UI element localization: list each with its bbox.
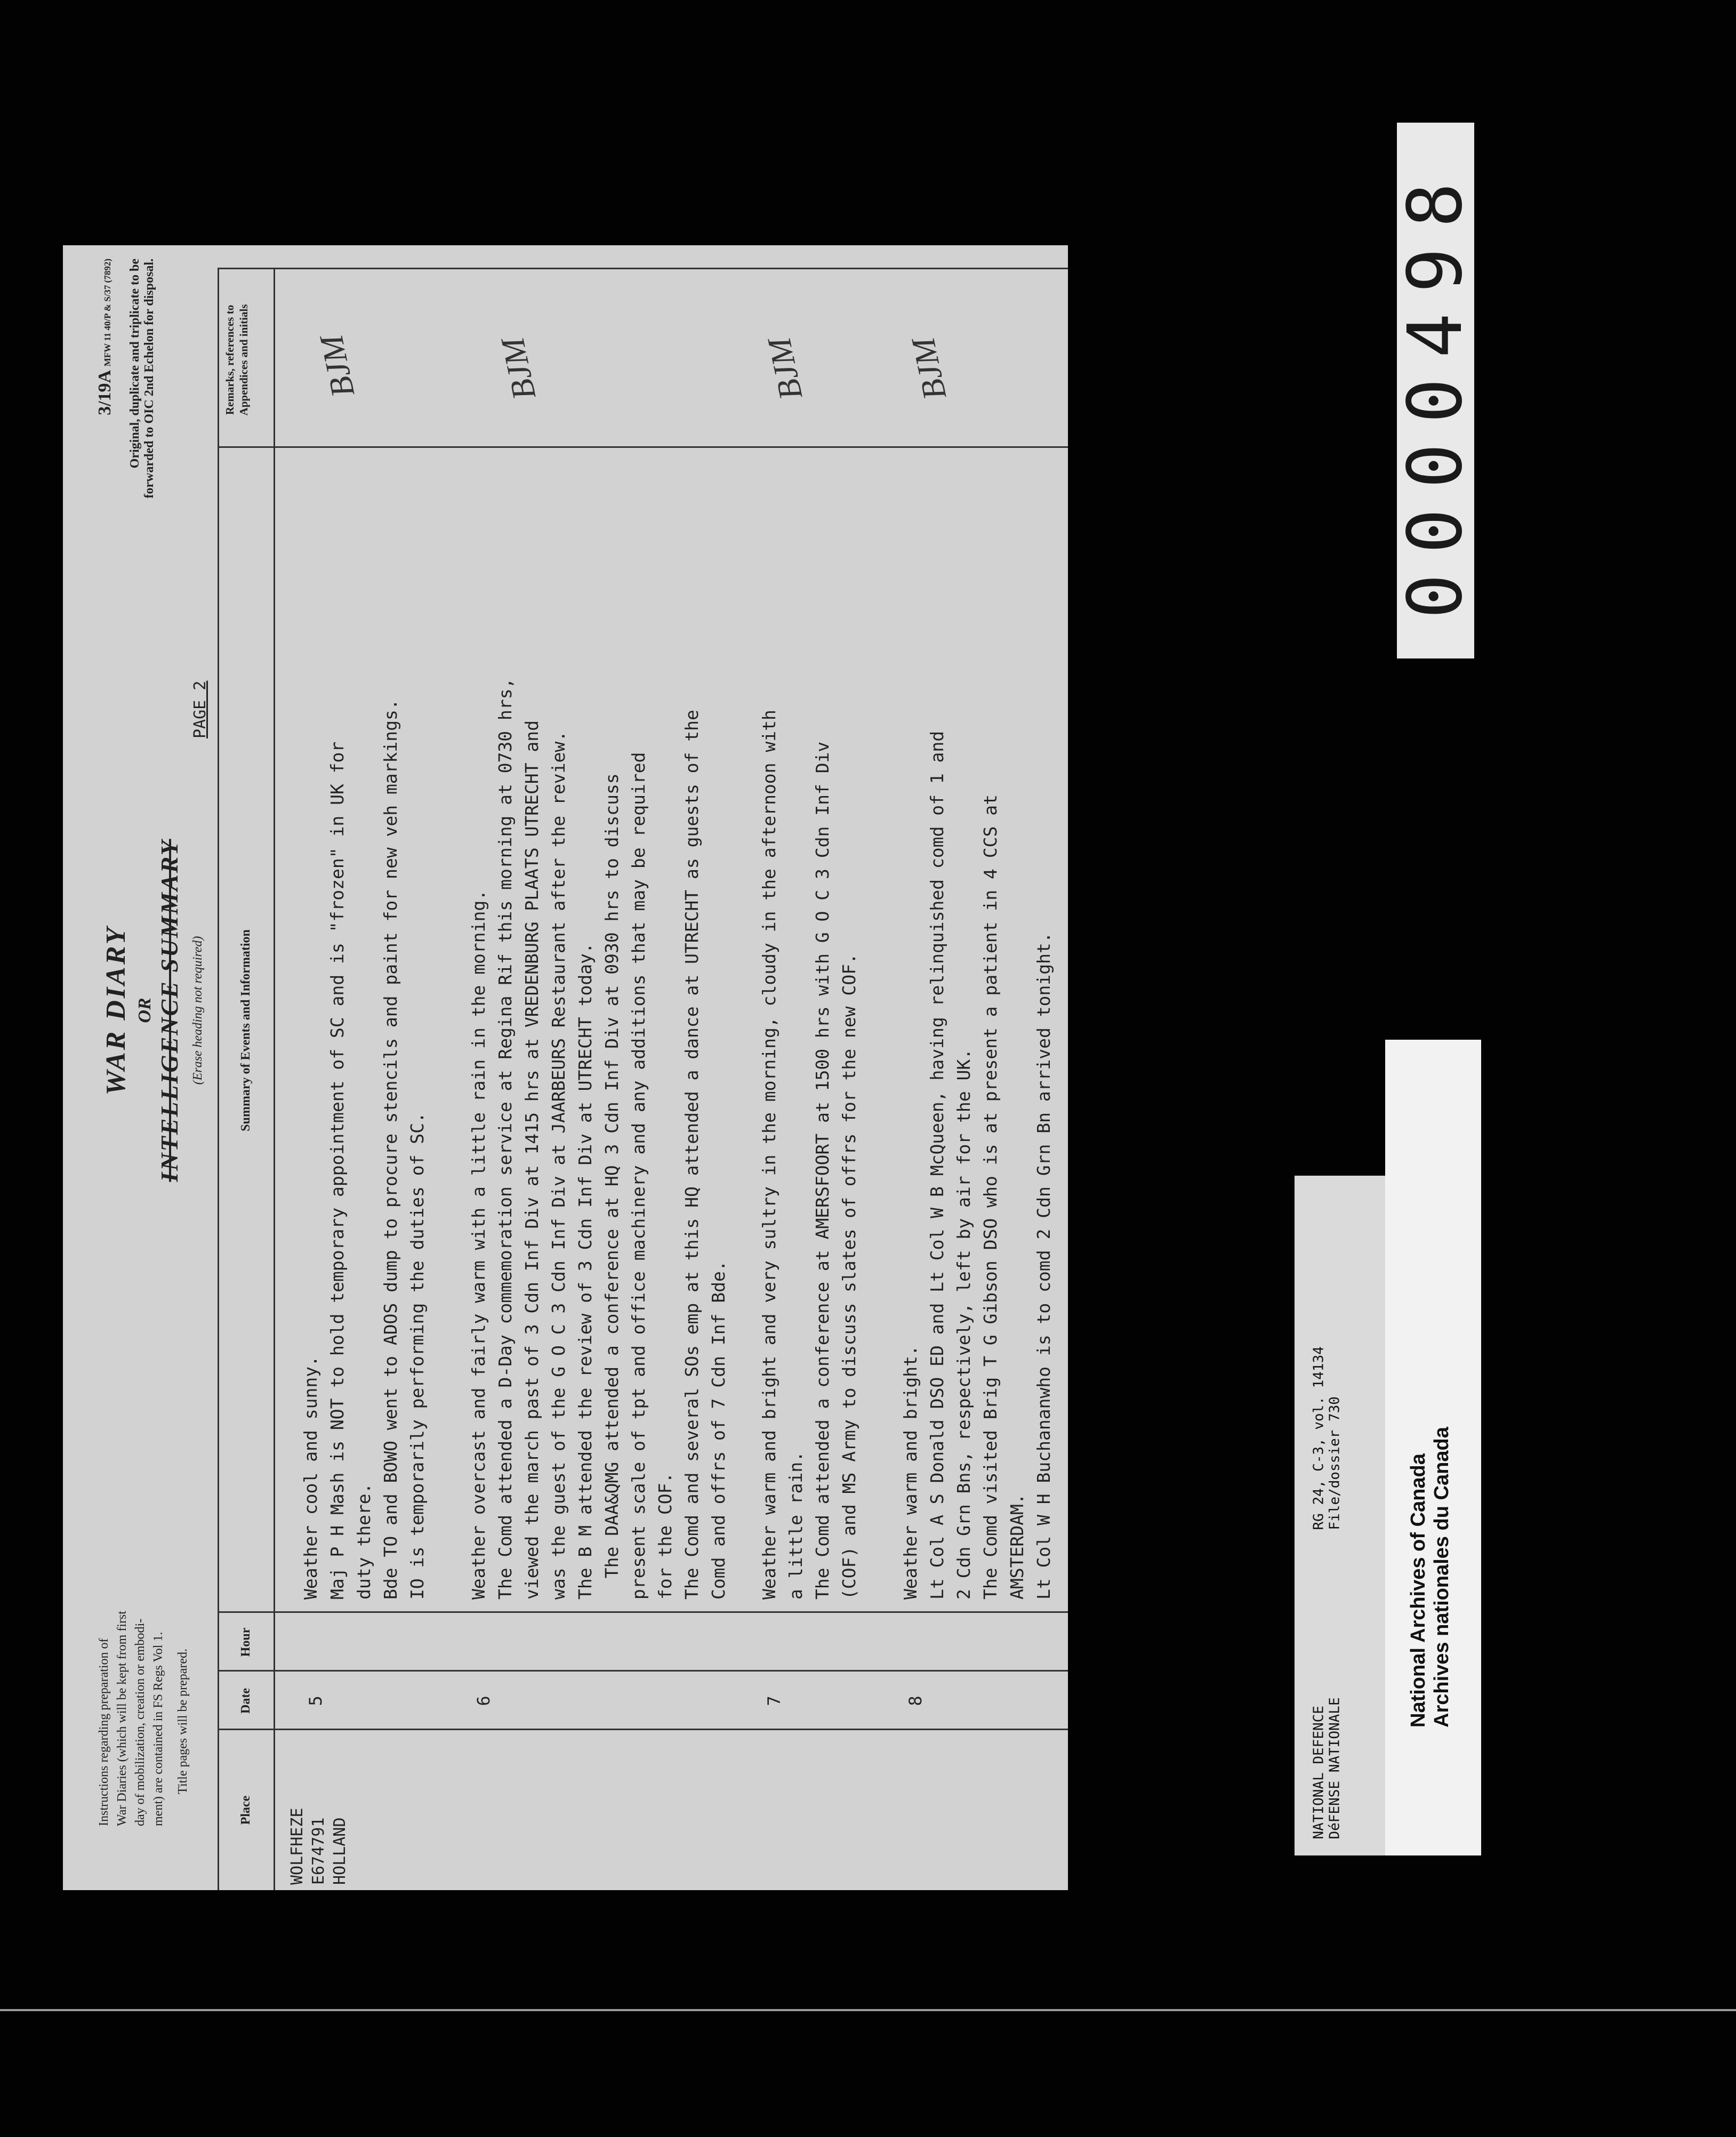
column-header-remarks: Remarks, references to Appendices and initials: [223, 304, 250, 416]
initials-signature: BJM: [761, 334, 810, 403]
title-or: OR: [135, 998, 155, 1023]
summary-line: Bde TO and BOWO went to ADOS dump to procure stencils and paint for new veh markings.: [380, 699, 401, 1600]
column-rule: [218, 1729, 1068, 1730]
summary-line: Weather cool and sunny.: [300, 1356, 321, 1600]
reference-text-holder: [1295, 1176, 1386, 1855]
entry-summary: [465, 678, 732, 1600]
frame-number: 0000498: [1392, 162, 1479, 619]
column-header-hour: Hour: [239, 1627, 253, 1657]
film-edge-line: [0, 2009, 1736, 2011]
place-name: WOLFHEZE: [288, 1807, 307, 1885]
war-diary-page: [63, 245, 1068, 1890]
summary-line: 2 Cdn Grn Bns, respectively, left by air for the UK.: [953, 1048, 974, 1600]
summary-line: The B M attended the review of 3 Cdn Inf Div at UTRECHT today.: [575, 943, 596, 1600]
initials-signature: BJM: [494, 334, 543, 403]
erase-note: (Erase heading not required): [191, 936, 205, 1085]
file-ref: File/dossier 730: [1327, 1396, 1343, 1530]
summary-line: The DAA&QMG attended a conference at HQ 3 Cdn Inf Div at 0930 hrs to discuss: [601, 773, 622, 1600]
instructions-line: ment) are contained in FS Regs Vol 1.: [151, 1632, 165, 1826]
archive-name-holder: [1385, 1040, 1481, 1855]
summary-line: (COF) and MS Army to discuss slates of offrs for the new COF.: [839, 953, 859, 1600]
entry-summary: [298, 699, 431, 1600]
entry-summary: [897, 731, 1057, 1600]
archives-name-fr: Archives nationales du Canada: [1430, 1427, 1453, 1728]
war-diary-sheet: [63, 245, 1068, 1890]
record-group-ref: RG 24, C-3, vol. 14134: [1311, 1346, 1327, 1530]
summary-line: viewed the march past of 3 Cdn Inf Div at 1415 hrs at VREDENBURG PLAATS UTRECHT and: [521, 720, 542, 1600]
summary-line: The Comd visited Brig T G Gibson DSO who is at present a patient in 4 CCS at: [980, 794, 1001, 1600]
summary-line: a little rain.: [785, 1451, 806, 1600]
department-block: [1311, 1697, 1343, 1839]
summary-line: present scale of tpt and office machinery and any additions that may be required: [628, 752, 649, 1600]
archives-name-en: National Archives of Canada: [1407, 1453, 1429, 1728]
column-header-summary: Summary of Events and Information: [239, 929, 253, 1131]
entry-date: 8: [905, 1696, 926, 1706]
archive-reference-label: [1295, 1176, 1385, 1855]
summary-line: Weather warm and bright.: [900, 1345, 921, 1600]
summary-line: was the guest of the G O C 3 Cdn Inf Div at JAARBEURS Restaurant after the review.: [548, 730, 569, 1600]
department-en: NATIONAL DEFENCE: [1311, 1706, 1327, 1839]
initials-signature: BJM: [905, 334, 954, 403]
summary-line: Comd and offrs of 7 Cdn Inf Bde.: [708, 1260, 729, 1600]
place-grid-ref: E674791: [309, 1817, 328, 1885]
summary-line: AMSTERDAM.: [1007, 1493, 1027, 1600]
form-code: 3/19A: [95, 371, 115, 415]
frame-number-holder: [1392, 123, 1479, 658]
title-block: [100, 770, 205, 1250]
disposal-note: Original, duplicate and triplicate to be: [128, 259, 142, 469]
instructions-line: day of mobilization, creation or embodi-: [133, 1618, 147, 1826]
form-info: [95, 259, 157, 621]
instructions-line: Instructions regarding preparation of: [97, 1638, 111, 1826]
instructions-line: Title pages will be prepared.: [176, 1648, 190, 1794]
summary-line: The Comd and several SOs emp at this HQ attended a dance at UTRECHT as guests of the: [681, 710, 702, 1600]
page-number: PAGE 2: [191, 680, 210, 738]
entry-date: 5: [306, 1696, 326, 1706]
entry-date: 7: [764, 1696, 784, 1706]
form-ref: MFW 11 40/P & S/37 (7892): [102, 259, 112, 367]
department-fr: DéFENSE NATIONALE: [1327, 1697, 1343, 1839]
archive-name-block: [1407, 1427, 1453, 1728]
place-country: HOLLAND: [331, 1817, 349, 1885]
entry-date: 6: [473, 1696, 494, 1706]
instructions-block: [95, 1549, 192, 1826]
column-header-place: Place: [239, 1795, 253, 1825]
place-cell: [287, 1808, 351, 1885]
column-rule: [218, 1670, 1068, 1672]
summary-line: for the COF.: [655, 1472, 676, 1600]
column-rule: [218, 1611, 1068, 1613]
header-rule: [274, 269, 275, 1890]
microfilm-frame-strip: [1392, 123, 1479, 658]
archive-name-label: [1385, 1040, 1481, 1855]
reference-block: [1311, 1346, 1343, 1530]
initials-signature: BJM: [313, 332, 362, 400]
disposal-note: forwarded to OIC 2nd Echelon for disposal.: [142, 259, 156, 499]
column-rule: [218, 446, 1068, 448]
summary-line: The Comd attended a conference at AMERSFOORT at 1500 hrs with G O C 3 Cdn Inf Div: [812, 741, 833, 1600]
summary-line: Lt Col A S Donald DSO ED and Lt Col W B McQueen, having relinquished comd of 1 and: [927, 730, 947, 1600]
summary-line: Lt Col W H Buchananwho is to comd 2 Cdn Grn Bn arrived tonight.: [1033, 932, 1054, 1600]
entry-summary: [756, 710, 863, 1600]
summary-line: Weather warm and bright and very sultry in the morning, cloudy in the afternoon with: [759, 710, 779, 1600]
summary-line: Weather overcast and fairly warm with a little rain in the morning.: [468, 889, 489, 1600]
page-title: WAR DIARY: [101, 925, 131, 1096]
instructions-line: War Diaries (which will be kept from first: [115, 1611, 129, 1826]
page-subtitle: INTELLIGENCE SUMMARY: [156, 839, 183, 1182]
column-header-date: Date: [239, 1688, 253, 1714]
summary-line: IO is temporarily performing the duties of SC.: [407, 1112, 428, 1600]
summary-line: Maj P H Mash is NOT to hold temporary appointment of SC and is "frozen" in UK for: [327, 741, 348, 1600]
summary-line: duty there.: [353, 1483, 374, 1600]
summary-line: The Comd attended a D-Day commemoration service at Regina Rif this morning at 0730 hrs,: [495, 678, 516, 1600]
